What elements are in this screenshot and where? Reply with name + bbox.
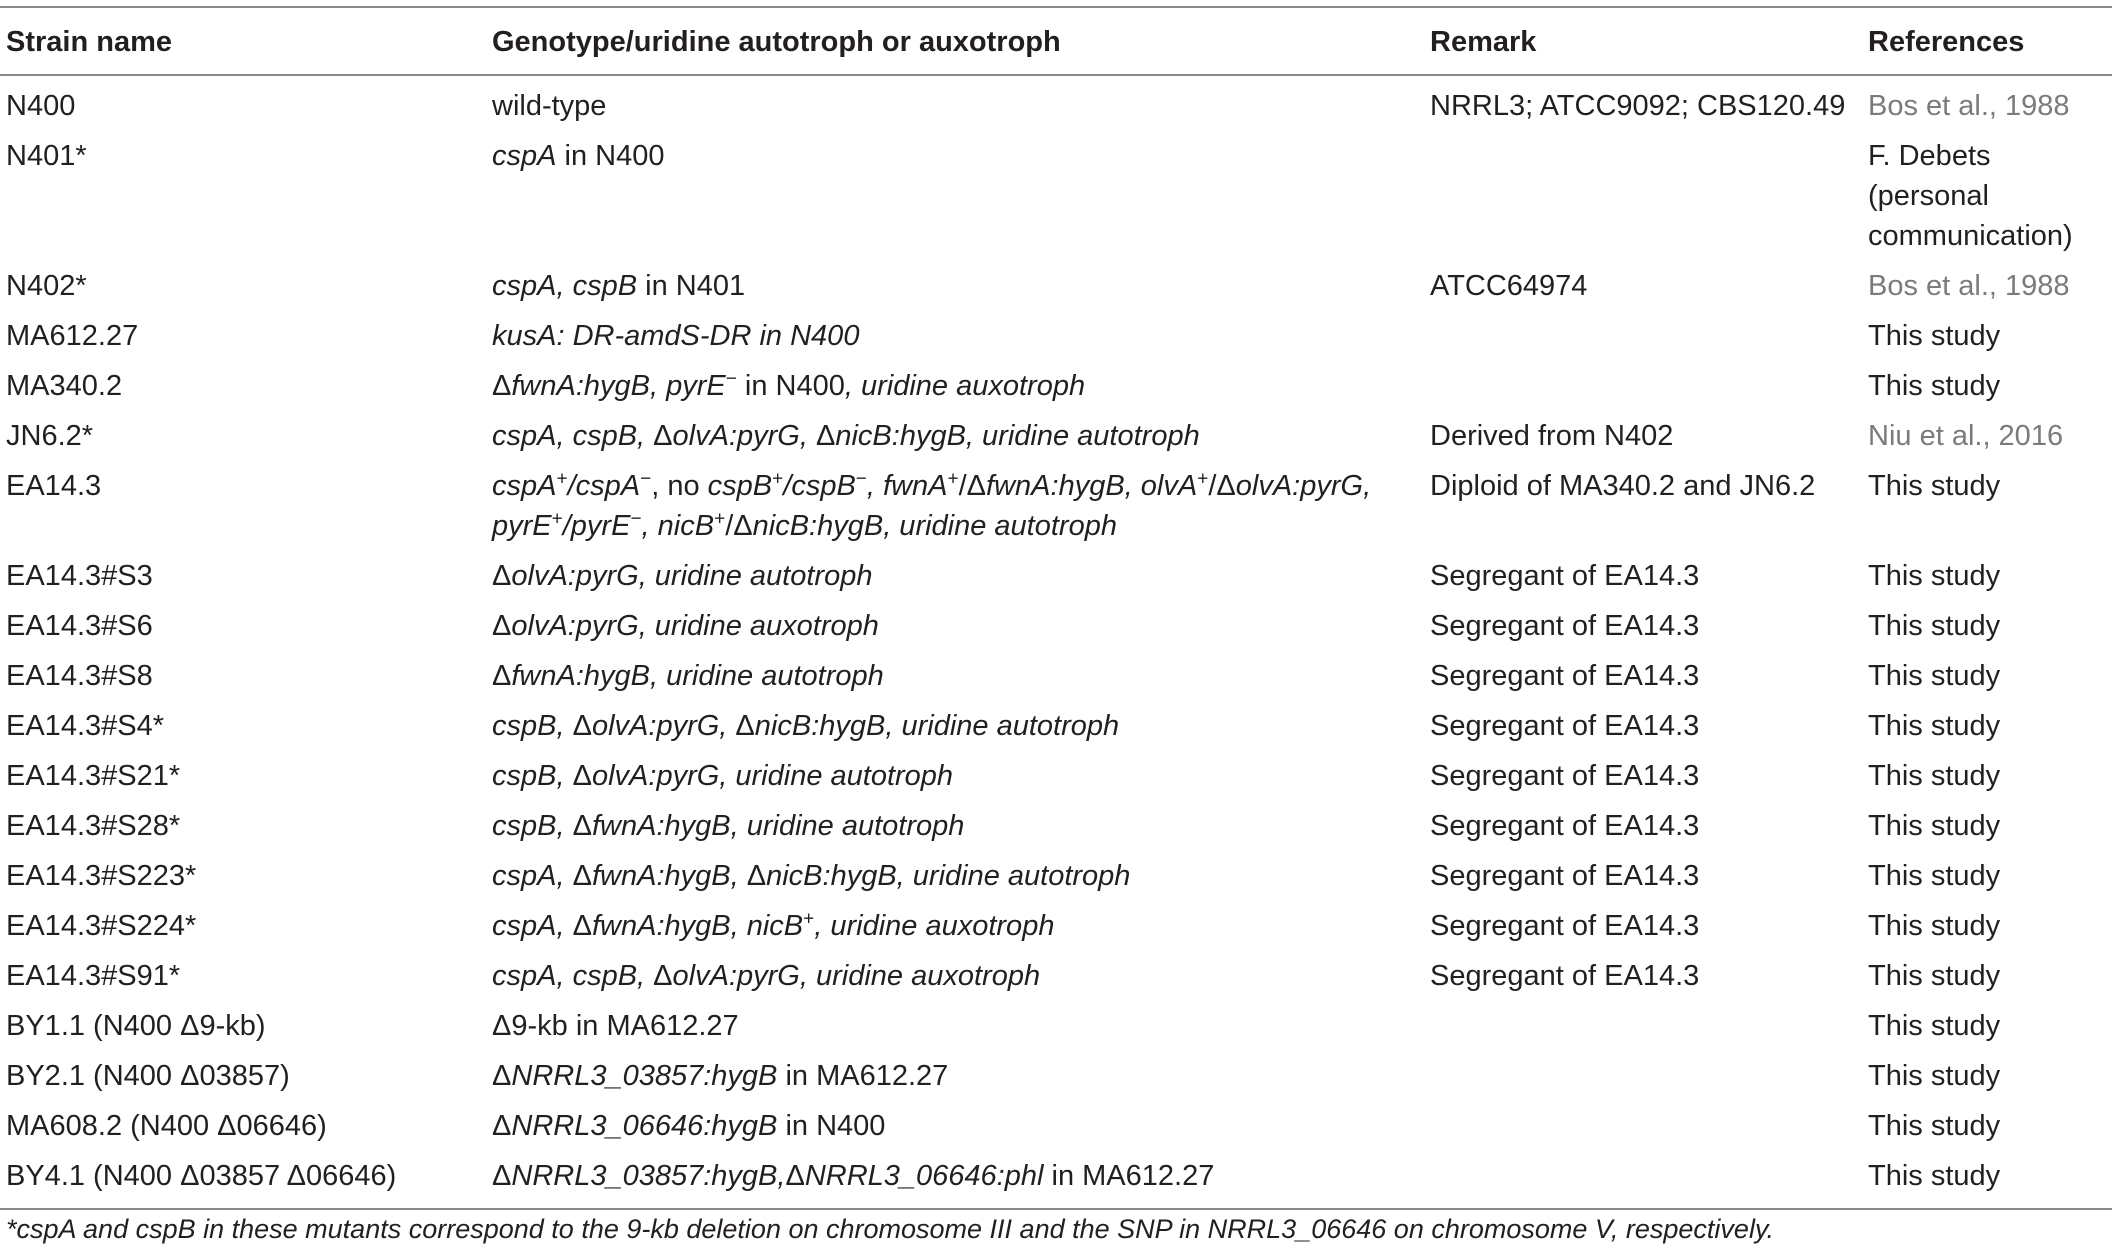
genotype-cell [486,903,1424,953]
genotype-segment: Δ [653,960,673,992]
genotype-segment: Δ [492,1060,512,1092]
genotype-segment: fwnA:hygB, olvA [986,470,1198,502]
strain-name-cell: MA612.27 [6,320,139,352]
genotype-segment: Δ [492,560,512,592]
genotype-cell [486,1003,1424,1053]
remark-cell: Diploid of MA340.2 and JN6.2 [1430,470,1816,502]
strain-name-cell: N402* [6,270,87,302]
strain-name-cell: EA14.3#S224* [6,910,197,942]
genotype-cell [486,1153,1424,1209]
strain-name-cell: EA14.3#S91* [6,960,181,992]
table-body [0,75,2112,1209]
genotype-segment: , no [651,470,708,502]
genotype-superscript: − [855,468,867,490]
genotype-cell [486,463,1424,553]
genotype-segment: /cspA [567,470,641,502]
genotype-segment: in [736,370,776,402]
genotype-segment: olvA:pyrG, uridine autotroph [591,760,954,792]
remark-cell: ATCC64974 [1430,270,1588,302]
remark-cell: Segregant of EA14.3 [1430,660,1700,692]
genotype-cell [486,853,1424,903]
genotype-segment: olvA:pyrG, [672,420,816,452]
remark-cell: Segregant of EA14.3 [1430,610,1700,642]
genotype-segment: , fwnA [866,470,948,502]
genotype-segment: olvA:pyrG, uridine auxotroph [672,960,1041,992]
genotype-segment: NRRL3_03857:hygB, [511,1160,786,1192]
reference-cell: This study [1868,370,2001,402]
genotype-segment: fwnA:hygB, [591,860,747,892]
genotype-segment: in N400 [556,140,665,172]
remark-cell [1424,313,1862,363]
genotype-superscript: + [714,508,726,530]
strain-name-cell: N400 [6,90,76,122]
genotype-segment: Δ [815,420,836,452]
table-row [0,703,2112,753]
genotype-segment: fwnA:hygB, nicB [591,910,804,942]
genotype-cell [486,953,1424,1003]
table-row [0,553,2112,603]
reference-cell: Bos et al., 1988 [1868,270,2070,302]
strain-name-cell: EA14.3 [6,470,102,502]
genotype-segment: nicB:hygB, uridine autotroph [835,420,1200,452]
strain-name-cell: JN6.2* [6,420,94,452]
reference-cell: Bos et al., 1988 [1868,90,2070,122]
genotype-cell [486,263,1424,313]
genotype-superscript: − [630,508,642,530]
genotype-segment: nicB:hygB, uridine autotroph [766,860,1131,892]
header-genotype: Genotype/uridine autotroph or auxotroph [486,7,1424,75]
strain-name-cell: N401* [6,140,87,172]
genotype-segment: cspA [492,140,557,172]
genotype-cell [486,653,1424,703]
genotype-cell [486,75,1424,133]
table-footnote: *cspA and cspB in these mutants correspond to the 9-kb deletion on chromosome III and the SNP in NRRL3_06646 on chromosome V, respectively. [6,1214,1774,1244]
table-row [0,413,2112,463]
remark-cell [1424,133,1862,263]
strain-name-cell: EA14.3#S21* [6,760,181,792]
genotype-superscript: + [772,468,784,490]
genotype-segment: Δ [735,710,755,742]
remark-cell: Segregant of EA14.3 [1430,810,1700,842]
genotype-segment: in N401 [637,270,746,302]
genotype-segment: / [725,510,734,542]
genotype-segment: /cspB [783,470,856,502]
table-row [0,653,2112,703]
reference-cell: This study [1868,470,2001,502]
table-row [0,1153,2112,1209]
genotype-segment: cspA, [492,910,573,942]
genotype-cell [486,1053,1424,1103]
reference-cell: F. Debets (personal communication) [1868,140,2073,252]
genotype-superscript: + [556,468,568,490]
genotype-segment: , uridine auxotroph [844,370,1086,402]
genotype-cell [486,1103,1424,1153]
genotype-segment: cspA, [492,860,573,892]
genotype-segment: / [958,470,967,502]
table-row [0,263,2112,313]
genotype-segment: Δ9-kb in MA612.27 [492,1010,739,1042]
genotype-cell [486,363,1424,413]
header-row [0,7,2112,75]
genotype-segment: cspB, [492,810,573,842]
reference-cell: This study [1868,1060,2001,1092]
genotype-superscript: + [803,908,815,930]
genotype-segment: , nicB [641,510,715,542]
strain-name-cell: EA14.3#S8 [6,660,153,692]
genotype-segment: Δ [785,1160,805,1192]
genotype-segment: / [1208,470,1217,502]
genotype-segment: Δ [653,420,673,452]
reference-cell: This study [1868,660,2001,692]
remark-cell [1424,1153,1862,1209]
genotype-superscript: + [1197,468,1209,490]
genotype-segment: NRRL3_06646:hygB [511,1110,778,1142]
genotype-superscript: − [725,368,737,390]
genotype-cell [486,803,1424,853]
remark-cell [1424,363,1862,413]
genotype-segment: cspA, cspB, [492,960,654,992]
genotype-segment: nicB:hygB, uridine autotroph [752,510,1117,542]
table-row [0,903,2112,953]
genotype-segment: cspA, cspB, [492,420,654,452]
remark-cell: Segregant of EA14.3 [1430,860,1700,892]
genotype-segment: in MA612.27 [777,1060,949,1092]
genotype-cell [486,703,1424,753]
genotype-segment: in MA612.27 [1043,1160,1215,1192]
genotype-segment: Δ [572,810,592,842]
reference-cell: This study [1868,810,2001,842]
table-row [0,75,2112,133]
remark-cell: Segregant of EA14.3 [1430,960,1700,992]
genotype-segment: Δ [492,660,512,692]
strain-name-cell: MA340.2 [6,370,123,402]
table-header [0,7,2112,75]
genotype-segment: /pyrE [562,510,631,542]
genotype-segment: Δ [492,610,512,642]
reference-cell: This study [1868,760,2001,792]
genotype-cell [486,413,1424,463]
remark-cell: Derived from N402 [1430,420,1674,452]
table-row [0,603,2112,653]
strain-name-cell: EA14.3#S4* [6,710,165,742]
genotype-superscript: − [640,468,652,490]
genotype-segment: in N400 [777,1110,886,1142]
reference-cell: This study [1868,910,2001,942]
table-row [0,753,2112,803]
genotype-segment: Δ [1216,470,1236,502]
table-row [0,363,2112,413]
genotype-segment: olvA:pyrG, uridine auxotroph [511,610,879,642]
genotype-segment: Δ [746,860,767,892]
genotype-segment: NRRL3_03857:hygB [511,1060,778,1092]
remark-cell [1424,1103,1862,1153]
genotype-segment: olvA:pyrG, uridine autotroph [511,560,873,592]
strain-name-cell: BY1.1 (N400 Δ9-kb) [6,1010,266,1042]
remark-cell [1424,1053,1862,1103]
remark-cell: Segregant of EA14.3 [1430,710,1700,742]
genotype-segment: Δ [733,510,753,542]
strain-name-cell: EA14.3#S28* [6,810,181,842]
strain-name-cell: MA608.2 (N400 Δ06646) [6,1110,327,1142]
header-strain-name: Strain name [0,7,486,75]
genotype-superscript: + [947,468,959,490]
genotype-segment: N400 [775,370,845,402]
genotype-segment: cspB, [492,710,573,742]
genotype-segment: fwnA:hygB, uridine autotroph [591,810,965,842]
remark-cell [1424,1003,1862,1053]
genotype-segment: Δ [572,860,592,892]
table-row [0,133,2112,263]
genotype-segment: , uridine auxotroph [814,910,1055,942]
table-row [0,313,2112,363]
reference-cell: This study [1862,1153,2112,1209]
table-row [0,463,2112,553]
genotype-cell [486,753,1424,803]
genotype-segment: olvA:pyrG, [591,710,736,742]
reference-cell: This study [1868,1110,2001,1142]
table-row [0,1003,2112,1053]
genotype-segment: cspB, [492,760,573,792]
genotype-segment: Δ [492,1160,512,1192]
genotype-segment: NRRL3_06646:phl [804,1160,1044,1192]
strain-name-cell: EA14.3#S223* [6,860,197,892]
genotype-segment: olvA:pyrG, pyrE [492,470,1372,542]
genotype-segment: Δ [492,1110,512,1142]
strain-name-cell: BY4.1 (N400 Δ03857 Δ06646) [0,1153,486,1209]
genotype-segment: fwnA:hygB, uridine autotroph [511,660,884,692]
genotype-segment: Δ [572,710,592,742]
strain-name-cell: BY2.1 (N400 Δ03857) [6,1060,290,1092]
reference-cell: This study [1868,560,2001,592]
strain-table [0,6,2112,1210]
header-references: References [1862,7,2112,75]
header-remark: Remark [1424,7,1862,75]
reference-cell: This study [1868,710,2001,742]
genotype-segment: Δ [572,760,592,792]
genotype-segment: Δ [966,470,987,502]
remark-cell: Segregant of EA14.3 [1430,560,1700,592]
genotype-segment: wild-type [492,90,607,122]
table-row [0,853,2112,903]
genotype-segment: Δ [492,370,512,402]
reference-cell: This study [1868,960,2001,992]
genotype-segment: cspB [707,470,773,502]
genotype-segment: fwnA:hygB, pyrE [511,370,726,402]
genotype-segment: kusA: DR-amdS-DR in N400 [492,320,860,352]
genotype-segment: Δ [572,910,592,942]
strain-name-cell: EA14.3#S3 [6,560,153,592]
genotype-cell [486,313,1424,363]
strain-name-cell: EA14.3#S6 [6,610,153,642]
genotype-segment: nicB:hygB, uridine autotroph [754,710,1120,742]
reference-cell: This study [1868,860,2001,892]
table-row [0,1103,2112,1153]
genotype-cell [486,133,1424,263]
genotype-superscript: + [551,508,563,530]
genotype-cell [486,603,1424,653]
remark-cell: Segregant of EA14.3 [1430,760,1700,792]
genotype-segment: cspA, cspB [492,270,638,302]
table-row [0,803,2112,853]
reference-cell: This study [1868,610,2001,642]
reference-cell: Niu et al., 2016 [1868,420,2064,452]
table-row [0,1053,2112,1103]
reference-cell: This study [1868,320,2001,352]
remark-cell: NRRL3; ATCC9092; CBS120.49 [1430,90,1846,122]
genotype-segment: cspA [492,470,557,502]
table-row [0,953,2112,1003]
remark-cell: Segregant of EA14.3 [1430,910,1700,942]
genotype-cell [486,553,1424,603]
reference-cell: This study [1868,1010,2001,1042]
